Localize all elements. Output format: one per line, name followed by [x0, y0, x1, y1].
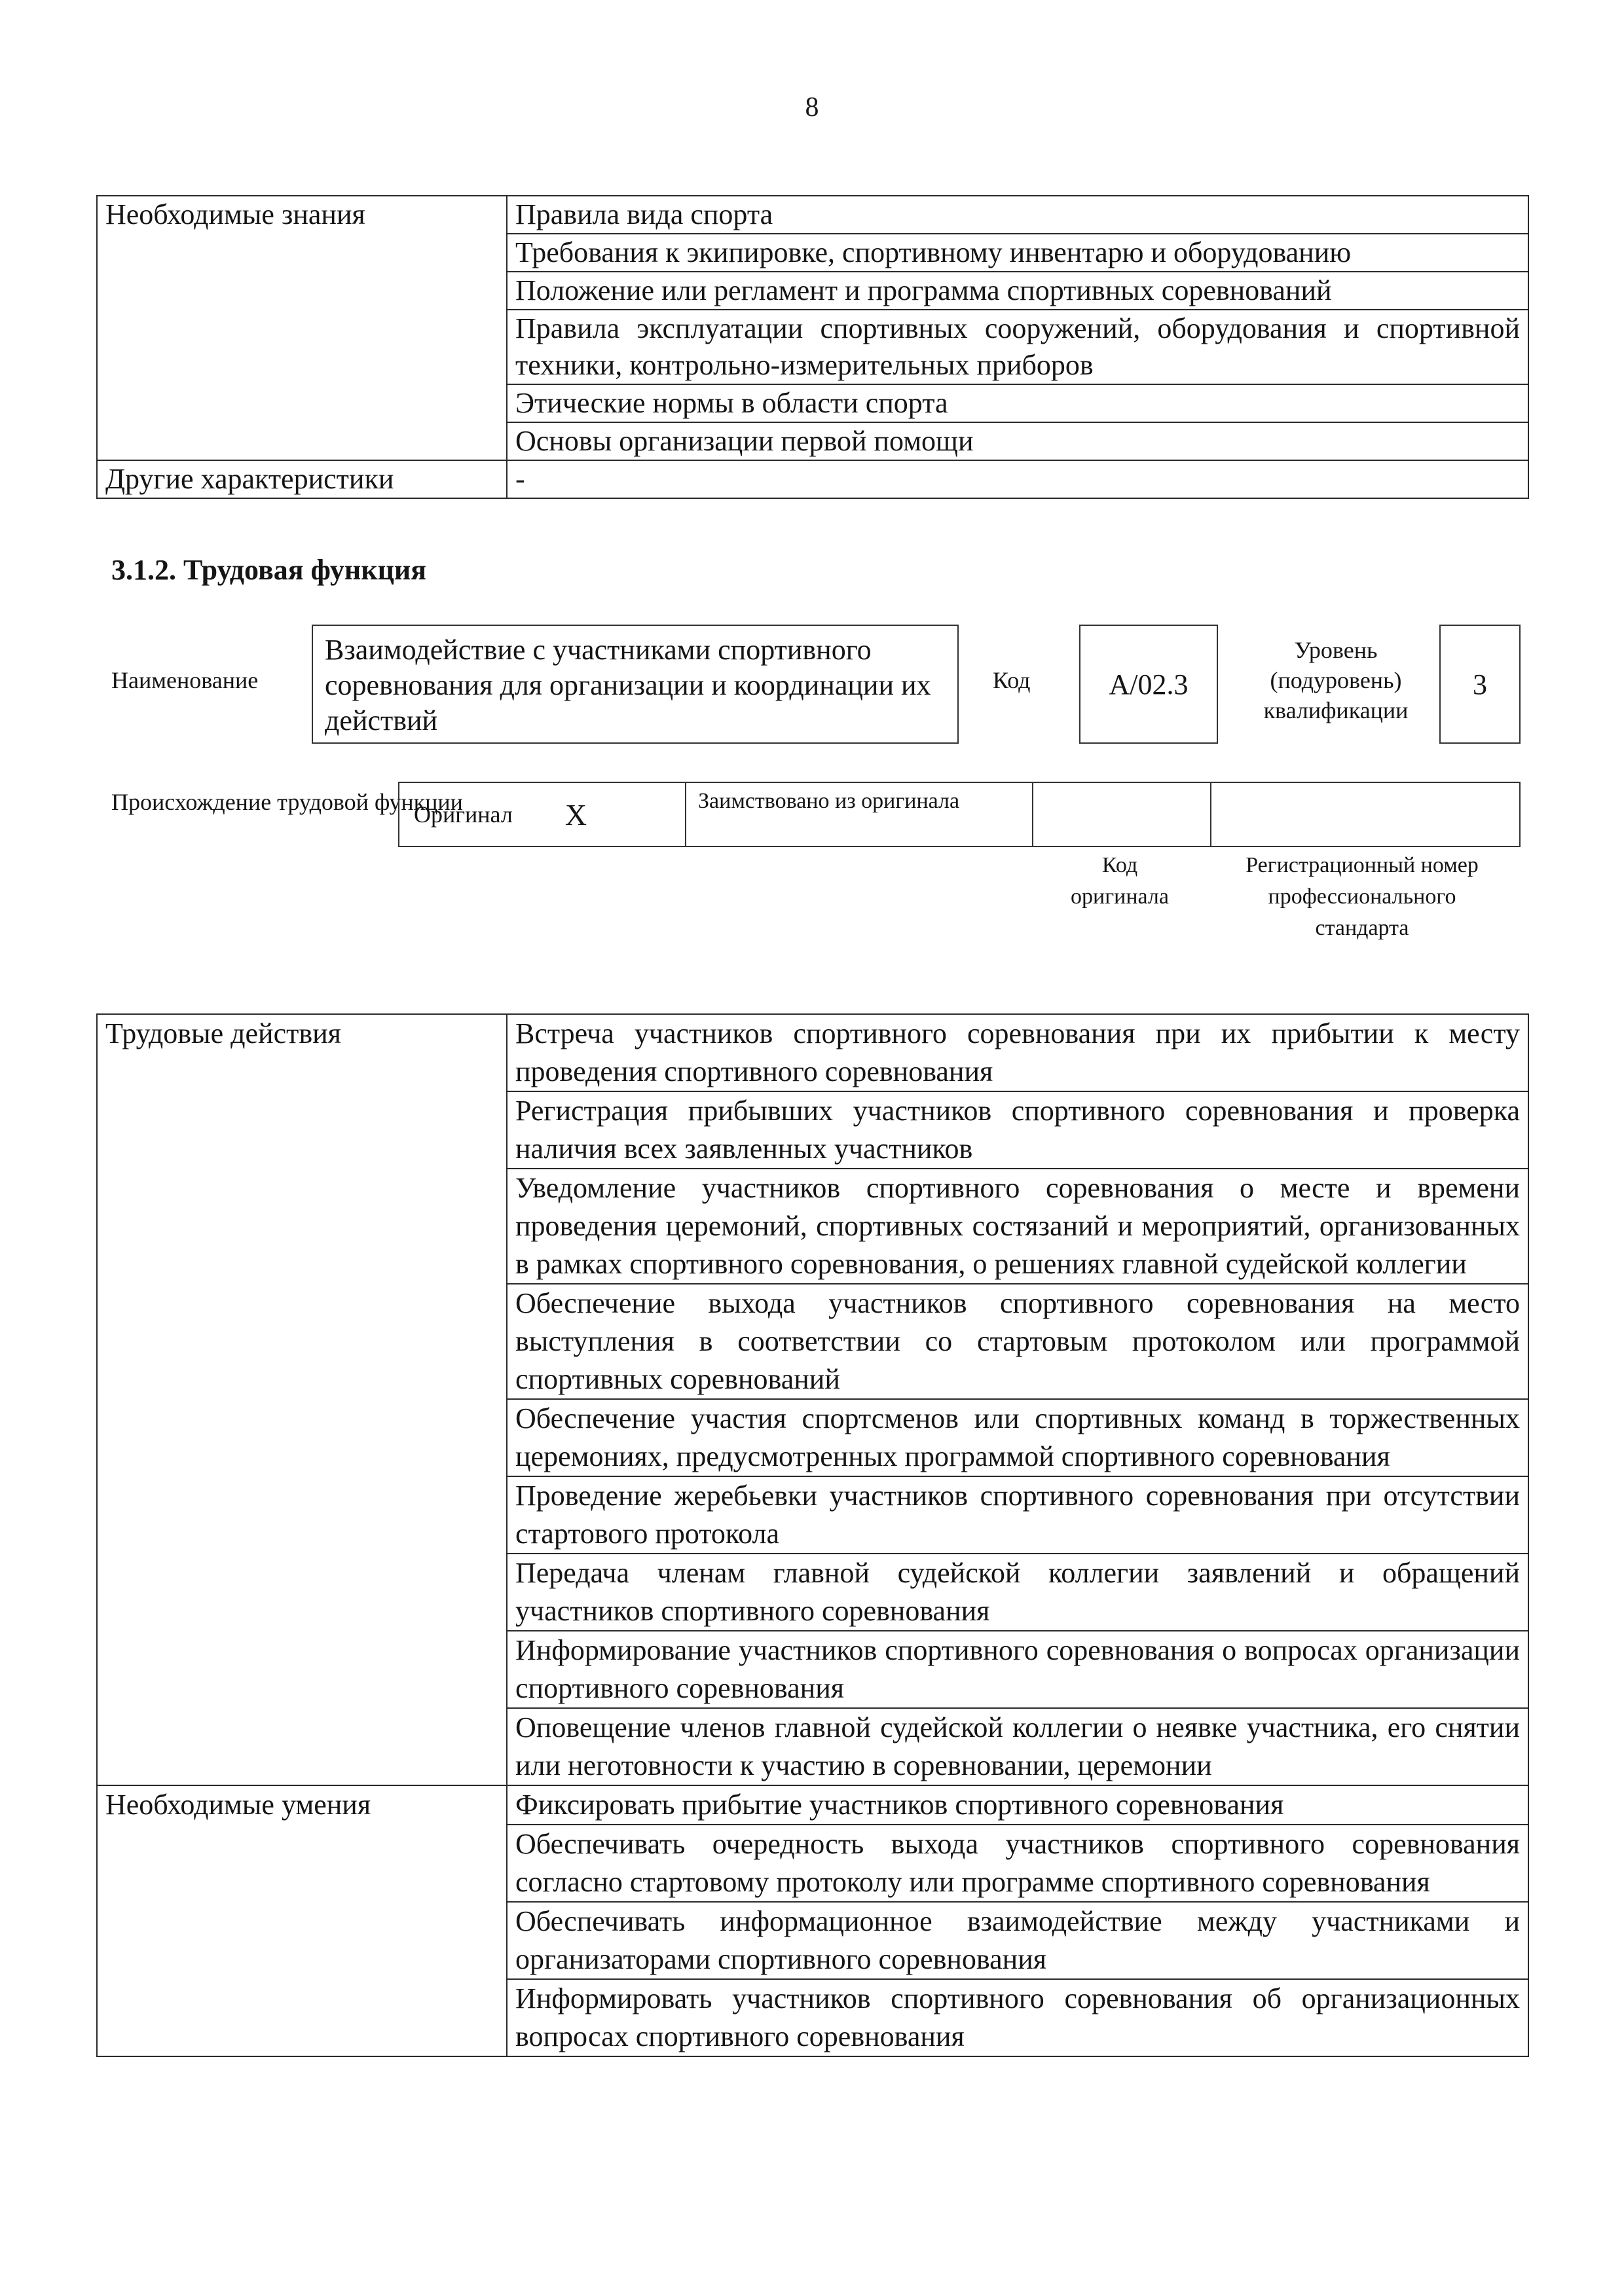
list-item	[507, 1476, 1528, 1554]
row-label-cell	[97, 1014, 507, 1785]
other-characteristics-value: -	[515, 463, 525, 495]
skills-label: Необходимые умения	[105, 1789, 371, 1821]
original-cell	[399, 783, 686, 846]
skill-text: Обеспечивать очередность выхода участников спортивного соревнования согласно стартовому протоколу или программе спортивного соревнования	[515, 1828, 1520, 1898]
name-label: Наименование	[111, 667, 259, 693]
action-text: Передача членам главной судейской коллегии заявлений и обращений участников спортивного соревнования	[515, 1557, 1520, 1627]
row-label-cell	[97, 196, 507, 460]
table-row	[97, 1785, 1528, 1825]
list-item	[507, 384, 1528, 422]
qualification-level-box	[1439, 625, 1521, 744]
skill-text: Информировать участников спортивного соревнования об организационных вопросах спортивного соревнования	[515, 1982, 1520, 2052]
qualification-level-label: Уровень (подуровень) квалификации	[1263, 637, 1409, 723]
reg-number-caption: Регистрационный номер профессионального стандарта	[1246, 853, 1479, 940]
function-code-value: А/02.3	[1109, 668, 1189, 701]
page-number: 8	[805, 92, 819, 122]
function-name-box	[312, 625, 959, 744]
action-text: Оповещение членов главной судейской коллегии о неявке участника, его снятии или неготовности к участию в соревновании, церемонии	[515, 1711, 1520, 1781]
list-item	[507, 196, 1528, 234]
original-code-caption: Код оригинала	[1071, 853, 1169, 909]
original-label: Оригинал	[414, 801, 513, 828]
table-row	[97, 1014, 1528, 1091]
list-item	[507, 1785, 1528, 1825]
list-item	[507, 460, 1528, 498]
list-item	[507, 1284, 1528, 1399]
section-heading: 3.1.2. Трудовая функция	[111, 554, 427, 586]
knowledge-item-text: Основы организации первой помощи	[515, 425, 974, 457]
reg-number-cell	[1211, 783, 1519, 846]
knowledge-item-text: Правила эксплуатации спортивных сооружений, оборудования и спортивной техники, контрольно-измерительных приборов	[515, 312, 1520, 381]
knowledge-item-text: Требования к экипировке, спортивному инвентарю и оборудованию	[515, 236, 1352, 268]
origin-row	[398, 782, 1521, 847]
table-row	[97, 460, 1528, 498]
skill-text: Фиксировать прибытие участников спортивного соревнования	[515, 1789, 1284, 1821]
list-item	[507, 1631, 1528, 1708]
actions-label: Трудовые действия	[105, 1017, 341, 1049]
action-text: Проведение жеребьевки участников спортивного соревнования при отсутствии стартового протокола	[515, 1480, 1520, 1550]
action-text: Обеспечение выхода участников спортивного соревнования на место выступления в соответствии со стартовым протоколом или программой спортивных соревнований	[515, 1287, 1520, 1395]
list-item	[507, 1708, 1528, 1785]
knowledge-table	[96, 195, 1529, 499]
list-item	[507, 422, 1528, 460]
list-item	[507, 1902, 1528, 1979]
list-item	[507, 1399, 1528, 1476]
function-code-box	[1079, 625, 1218, 744]
table-row	[97, 196, 1528, 234]
list-item	[507, 1169, 1528, 1284]
list-item	[507, 1091, 1528, 1169]
action-text: Обеспечение участия спортсменов или спортивных команд в торжественных церемониях, предусмотренных программой спортивного соревнования	[515, 1402, 1520, 1472]
other-characteristics-label: Другие характеристики	[105, 463, 394, 495]
action-text: Регистрация прибывших участников спортивного соревнования и проверка наличия всех заявленных участников	[515, 1095, 1520, 1165]
knowledge-item-text: Положение или регламент и программа спортивных соревнований	[515, 274, 1332, 306]
list-item	[507, 310, 1528, 384]
row-label-cell	[97, 1785, 507, 2056]
original-code-cell	[1033, 783, 1211, 846]
row-label-cell	[97, 460, 507, 498]
origin-label: Происхождение трудовой функции	[111, 789, 463, 815]
action-text: Информирование участников спортивного соревнования о вопросах организации спортивного соревнования	[515, 1634, 1520, 1704]
qualification-level-value: 3	[1473, 668, 1487, 701]
function-name-value: Взаимодействие с участниками спортивного соревнования для организации и координации их действий	[325, 634, 931, 737]
borrowed-label: Заимствовано из оригинала	[698, 789, 960, 813]
list-item	[507, 1979, 1528, 2056]
functions-table	[96, 1013, 1529, 2057]
knowledge-item-text: Этические нормы в области спорта	[515, 387, 948, 419]
original-mark: X	[564, 797, 587, 831]
action-text: Уведомление участников спортивного соревнования о месте и времени проведения церемоний, спортивных состязаний и мероприятий, организованных в рамках спортивного соревнования, о решениях главной судейской коллегии	[515, 1172, 1520, 1280]
code-label: Код	[993, 667, 1031, 693]
knowledge-label: Необходимые знания	[105, 198, 365, 230]
list-item	[507, 234, 1528, 272]
skill-text: Обеспечивать информационное взаимодействие между участниками и организаторами спортивного соревнования	[515, 1905, 1520, 1975]
list-item	[507, 272, 1528, 310]
list-item	[507, 1014, 1528, 1091]
list-item	[507, 1825, 1528, 1902]
action-text: Встреча участников спортивного соревнования при их прибытии к месту проведения спортивного соревнования	[515, 1017, 1520, 1087]
borrowed-cell	[686, 783, 1033, 846]
list-item	[507, 1554, 1528, 1631]
knowledge-item-text: Правила вида спорта	[515, 198, 773, 230]
